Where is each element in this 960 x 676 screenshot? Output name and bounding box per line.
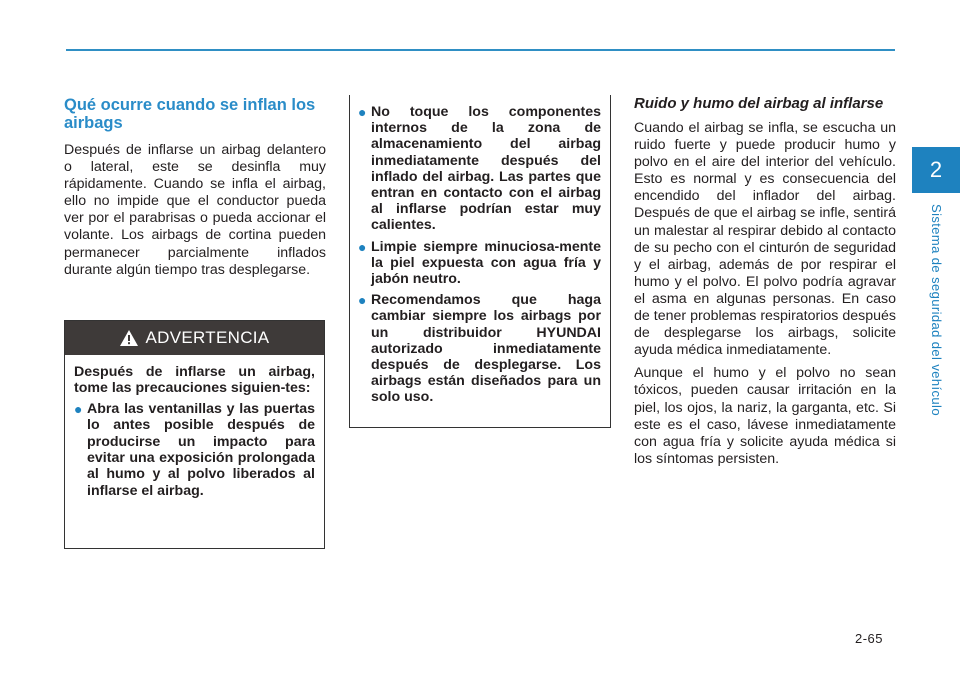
warning-intro: Después de inflarse un airbag, tome las precauciones siguien-tes: [74, 364, 315, 397]
list-item: ● Abra las ventanillas y las puertas lo antes posible después de producirse un impacto para evitar una exposición prolongada al humo y al polvo liberados al inflarse el airbag. [74, 400, 315, 499]
paragraph: Aunque el humo y el polvo no sean tóxicos, pueden causar irritación en la piel, los ojos, la nariz, la garganta, etc. Si este es el caso, lávese inmediatamente con agua fría y solicite ayuda médica si los síntomas persisten. [634, 365, 896, 467]
page-number: 2-65 [855, 631, 884, 646]
warning-continued-box [349, 95, 611, 428]
warning-body [65, 355, 324, 499]
warning-title: ADVERTENCIA [145, 328, 270, 347]
chapter-title: Sistema de seguridad del vehículo [929, 204, 944, 416]
list-item: ● No toque los componentes internos de la zona de almacenamiento del airbag inmediatamente después del inflado del airbag. Las partes que entran en contacto con el airbag al inflarse podrían estar muy calientes. [358, 104, 601, 234]
warning-header [65, 321, 324, 355]
list-item: ● Recomendamos que haga cambiar siempre los airbags por un distribuidor HYUNDAI autorizado inmediatamente después de desplegarse. Los airbags están diseñados para un solo uso. [358, 292, 601, 406]
warning-triangle-icon [120, 330, 138, 346]
warning-box [64, 320, 325, 549]
bullet-icon: ● [358, 238, 367, 255]
warning-list [74, 401, 315, 499]
bullet-icon: ● [358, 292, 367, 309]
bullet-icon: ● [74, 400, 83, 417]
section-body: Después de inflarse un airbag delantero o lateral, este se desinfla muy rápidamente. Cuando se infla el airbag, ello no impide que el conductor pueda ver por el parabrisas o pueda accionar el volante. Los airbags de cortina pueden permanecer parcialmente inflados durante algún tiempo tras desplegarse. [64, 142, 326, 278]
paragraph: Cuando el airbag se infla, se escucha un ruido fuerte y puede producir humo y polvo en el aire del interior del vehículo. Esto es normal y es consecuencia del encendido del inflador del airbag. Después de que el airbag se infle, sentirá un malestar al respirar debido al contacto de su pecho con el cinturón de seguridad y el airbag, además de por respirar el humo y el polvo. El polvo podría agravar el asma en algunas personas. En caso de tener problemas respiratorios después de desplegarse los airbags, solicite ayuda médica inmediatamente. [634, 120, 896, 359]
chapter-number: 2 [929, 157, 943, 182]
list-item: ● Limpie siempre minuciosa-mente la piel expuesta con agua fría y jabón neutro. [358, 238, 601, 288]
header-rule [66, 49, 895, 51]
column-left [64, 96, 326, 279]
bullet-icon: ● [358, 104, 367, 120]
warning-continued-list [358, 104, 601, 406]
section-heading: Qué ocurre cuando se inflan los airbags [64, 96, 316, 132]
column-right [634, 95, 896, 474]
section-heading-smoke: Ruido y humo del airbag al inflarse [634, 95, 884, 112]
